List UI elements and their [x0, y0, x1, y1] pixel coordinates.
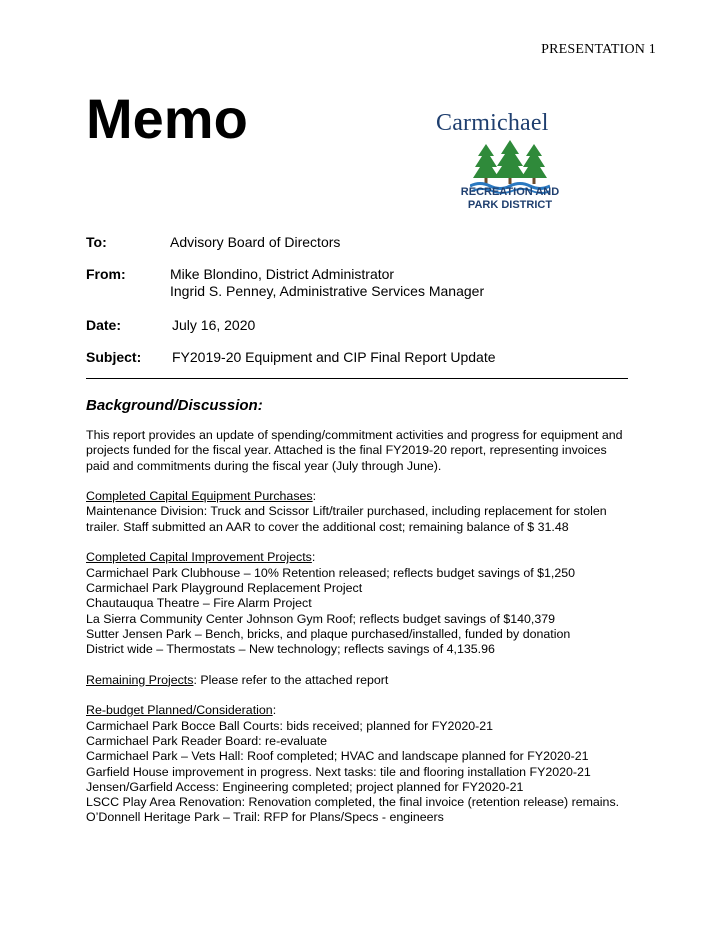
- to-row: [86, 234, 340, 251]
- logo-subtitle-line-2: PARK DISTRICT: [467, 198, 553, 211]
- remaining-title: Remaining Projects: [86, 672, 194, 687]
- logo-subtitle-line-1: RECREATION AND: [460, 186, 560, 198]
- intro-line: This report provides an update of spending/commitment activities and progress for equipment and: [86, 428, 623, 442]
- intro-line: paid and commitments during the fiscal year (July through June).: [86, 458, 442, 473]
- section-heading: Background/Discussion:: [86, 397, 263, 414]
- to-value: Advisory Board of Directors: [170, 234, 341, 250]
- improvement-title-line: Completed Capital Improvement Projects:: [86, 550, 316, 565]
- improvement-line: Carmichael Park Playground Replacement Project: [86, 580, 363, 595]
- rebudget-line: Carmichael Park Reader Board: re-evaluate: [86, 733, 328, 748]
- rebudget-title: Re-budget Planned/Consideration: [86, 703, 273, 718]
- equipment-title: Completed Capital Equipment Purchases: [86, 489, 313, 504]
- rebudget-line: Garfield House improvement in progress. Next tasks: tile and flooring installation FY2020-21: [86, 764, 591, 779]
- intro-paragraph: [86, 428, 666, 474]
- rebudget-title-line: Re-budget Planned/Consideration:: [86, 703, 277, 718]
- date-label: Date:: [86, 317, 122, 333]
- improvement-section: [86, 550, 666, 657]
- improvement-line: Chautauqua Theatre – Fire Alarm Project: [86, 596, 312, 611]
- intro-line: projects funded for the fiscal year. Attached is the final FY2019-20 report, representing invoices: [86, 443, 607, 458]
- header-divider: [86, 378, 628, 379]
- subject-value: FY2019-20 Equipment and CIP Final Report Update: [172, 349, 496, 365]
- from-label: From:: [86, 266, 126, 282]
- presentation-label: PRESENTATION 1: [541, 42, 656, 57]
- district-logo: [436, 110, 586, 216]
- rebudget-line: Carmichael Park – Vets Hall: Roof completed; HVAC and landscape planned for FY2020-21: [86, 749, 589, 764]
- from-row: [86, 266, 484, 300]
- to-label: To:: [86, 234, 107, 250]
- from-value-1: Mike Blondino, District Administrator: [170, 266, 395, 282]
- equipment-line: trailer. Staff submitted an AAR to cover the additional cost; remaining balance of $ 31.48: [86, 519, 569, 534]
- rebudget-line: LSCC Play Area Renovation: Renovation completed, the final invoice (retention release) remains.: [86, 795, 620, 810]
- subject-label: Subject:: [86, 349, 142, 365]
- equipment-line: Maintenance Division: Truck and Scissor Lift/trailer purchased, including replacement for stolen: [86, 504, 607, 519]
- improvement-line: La Sierra Community Center Johnson Gym Roof; reflects budget savings of $140,379: [86, 611, 556, 626]
- improvement-line: Sutter Jensen Park – Bench, bricks, and plaque purchased/installed, funded by donation: [86, 626, 571, 641]
- memo-body: [86, 428, 666, 841]
- page-title: Memo: [86, 87, 248, 150]
- equipment-section: [86, 489, 666, 535]
- logo-subtitle: [450, 186, 570, 211]
- from-value-2: Ingrid S. Penney, Administrative Services Manager: [170, 283, 485, 299]
- date-row: [86, 317, 255, 334]
- date-value: July 16, 2020: [172, 317, 256, 333]
- subject-row: [86, 349, 496, 366]
- rebudget-line: Jensen/Garfield Access: Engineering completed; project planned for FY2020-21: [86, 779, 524, 794]
- rebudget-section: [86, 703, 666, 825]
- improvement-line: District wide – Thermostats – New technology; reflects savings of 4,135.96: [86, 642, 495, 657]
- equipment-title-line: Completed Capital Equipment Purchases:: [86, 489, 317, 504]
- rebudget-line: Carmichael Park Bocce Ball Courts: bids received; planned for FY2020-21: [86, 718, 494, 733]
- improvement-title: Completed Capital Improvement Projects: [86, 550, 312, 565]
- improvement-line: Carmichael Park Clubhouse – 10% Retention released; reflects budget savings of $1,250: [86, 565, 576, 580]
- remaining-text: : Please refer to the attached report: [193, 672, 389, 687]
- remaining-section: [86, 673, 666, 688]
- logo-name: Carmichael: [436, 110, 549, 136]
- remaining-line: [86, 673, 666, 688]
- from-value: [170, 266, 484, 300]
- rebudget-line: O’Donnell Heritage Park – Trail: RFP for Plans/Specs - engineers: [86, 810, 444, 825]
